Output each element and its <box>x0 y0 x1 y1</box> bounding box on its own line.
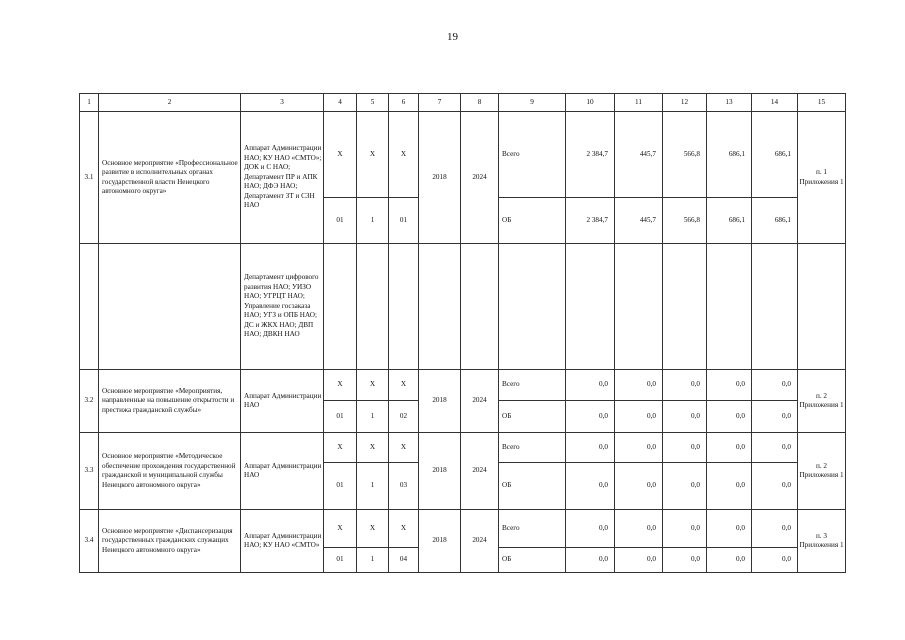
appendix-ref: п. 3 Приложения 1 <box>798 510 846 573</box>
code-cell: 01 <box>324 548 357 573</box>
activity-name: Основное мероприятие «Методическое обеспечение прохождения государственной гражданской и муниципальной службы Ненецкого автономного округа» <box>99 433 241 510</box>
funding-source: ОБ <box>499 198 566 244</box>
value-cell: 0,0 <box>707 370 752 401</box>
value-cell: 0,0 <box>707 548 752 573</box>
value-cell: 0,0 <box>707 433 752 463</box>
funding-source: ОБ <box>499 401 566 433</box>
value-cell: 0,0 <box>707 401 752 433</box>
funding-source: Всего <box>499 370 566 401</box>
executor: Аппарат Администрации НАО; КУ НАО «СМТО» <box>241 510 324 573</box>
code-cell: 01 <box>324 463 357 510</box>
funding-source: Всего <box>499 433 566 463</box>
table-row <box>80 433 846 463</box>
code-cell: 1 <box>357 401 389 433</box>
code-cell: 1 <box>357 198 389 244</box>
funding-source: ОБ <box>499 463 566 510</box>
header-cell: 3 <box>241 94 324 112</box>
value-cell: 0,0 <box>663 433 707 463</box>
code-cell: 04 <box>389 548 419 573</box>
code-cell: Х <box>324 433 357 463</box>
header-cell: 7 <box>419 94 461 112</box>
value-cell: 0,0 <box>615 401 663 433</box>
header-cell: 15 <box>798 94 846 112</box>
value-cell: 0,0 <box>663 370 707 401</box>
appendix-ref: п. 2 Приложения 1 <box>798 370 846 433</box>
value-cell: 0,0 <box>707 510 752 548</box>
header-cell: 8 <box>461 94 499 112</box>
header-cell: 11 <box>615 94 663 112</box>
value-cell: 686,1 <box>752 112 798 198</box>
end-year: 2024 <box>461 510 499 573</box>
value-cell: 0,0 <box>707 463 752 510</box>
activity-name: Основное мероприятие «Профессиональное развитие в исполнительных органах государственной власти Ненецкого автономного округа» <box>99 112 241 244</box>
value-cell: 0,0 <box>615 463 663 510</box>
start-year: 2018 <box>419 112 461 244</box>
value-cell: 0,0 <box>615 433 663 463</box>
activity-name: Основное мероприятие «Диспансеризация государственных гражданских служащих Ненецкого автономного округа» <box>99 510 241 573</box>
code-cell: 02 <box>389 401 419 433</box>
start-year: 2018 <box>419 433 461 510</box>
code-cell: Х <box>324 112 357 198</box>
program-table <box>79 93 846 573</box>
code-cell: 1 <box>357 548 389 573</box>
executor-continued: Департамент цифрового развития НАО; УИЗО НАО; УГРЦТ НАО; Управление госзаказа НАО; УГЗ и ОПБ НАО; ДС и ЖКХ НАО; ДВП НАО; ДВКН НАО <box>241 244 324 370</box>
value-cell: 686,1 <box>707 112 752 198</box>
code-cell: 03 <box>389 463 419 510</box>
page-number: 19 <box>447 31 458 43</box>
header-cell: 2 <box>99 94 241 112</box>
header-cell: 5 <box>357 94 389 112</box>
value-cell: 0,0 <box>566 510 615 548</box>
end-year: 2024 <box>461 112 499 244</box>
header-row <box>80 94 846 112</box>
table-row <box>80 244 846 370</box>
code-cell: Х <box>357 112 389 198</box>
value-cell: 2 384,7 <box>566 198 615 244</box>
value-cell: 2 384,7 <box>566 112 615 198</box>
value-cell: 445,7 <box>615 198 663 244</box>
table-row <box>80 112 846 198</box>
value-cell: 0,0 <box>752 463 798 510</box>
funding-source: Всего <box>499 112 566 198</box>
value-cell: 0,0 <box>566 433 615 463</box>
item-number: 3.1 <box>80 112 99 244</box>
value-cell: 0,0 <box>663 510 707 548</box>
value-cell: 0,0 <box>752 370 798 401</box>
appendix-ref: п. 1 Приложения 1 <box>798 112 846 244</box>
value-cell: 0,0 <box>752 433 798 463</box>
code-cell: Х <box>389 112 419 198</box>
code-cell: Х <box>389 370 419 401</box>
code-cell: Х <box>324 370 357 401</box>
value-cell: 0,0 <box>663 463 707 510</box>
code-cell: 01 <box>389 198 419 244</box>
table-row <box>80 370 846 401</box>
funding-source: Всего <box>499 510 566 548</box>
item-number: 3.3 <box>80 433 99 510</box>
value-cell: 0,0 <box>615 548 663 573</box>
executor: Аппарат Администрации НАО <box>241 370 324 433</box>
value-cell: 0,0 <box>663 401 707 433</box>
code-cell: 01 <box>324 401 357 433</box>
code-cell: Х <box>389 433 419 463</box>
value-cell: 0,0 <box>566 463 615 510</box>
table-row <box>80 510 846 548</box>
header-cell: 10 <box>566 94 615 112</box>
item-number: 3.2 <box>80 370 99 433</box>
start-year: 2018 <box>419 510 461 573</box>
code-cell: Х <box>357 433 389 463</box>
header-cell: 4 <box>324 94 357 112</box>
activity-name: Основное мероприятие «Мероприятия, направленные на повышение открытости и престижа гражданской службы» <box>99 370 241 433</box>
value-cell: 686,1 <box>752 198 798 244</box>
value-cell: 445,7 <box>615 112 663 198</box>
code-cell: 1 <box>357 463 389 510</box>
appendix-ref: п. 2 Приложения 1 <box>798 433 846 510</box>
executor: Аппарат Администрации НАО; КУ НАО «СМТО»; ДОК и С НАО; Департамент ПР и АПК НАО; ДФЭ НАО; Департамент ЗТ и СЗН НАО <box>241 112 324 244</box>
header-cell: 9 <box>499 94 566 112</box>
code-cell: 01 <box>324 198 357 244</box>
value-cell: 0,0 <box>615 370 663 401</box>
item-number: 3.4 <box>80 510 99 573</box>
value-cell: 686,1 <box>707 198 752 244</box>
header-cell: 13 <box>707 94 752 112</box>
value-cell: 0,0 <box>566 548 615 573</box>
header-cell: 1 <box>80 94 99 112</box>
value-cell: 0,0 <box>752 401 798 433</box>
end-year: 2024 <box>461 433 499 510</box>
value-cell: 0,0 <box>615 510 663 548</box>
value-cell: 566,8 <box>663 198 707 244</box>
value-cell: 566,8 <box>663 112 707 198</box>
header-cell: 12 <box>663 94 707 112</box>
value-cell: 0,0 <box>752 548 798 573</box>
code-cell: Х <box>324 510 357 548</box>
code-cell: Х <box>357 370 389 401</box>
end-year: 2024 <box>461 370 499 433</box>
code-cell: Х <box>389 510 419 548</box>
value-cell: 0,0 <box>663 548 707 573</box>
code-cell: Х <box>357 510 389 548</box>
value-cell: 0,0 <box>566 370 615 401</box>
funding-source: ОБ <box>499 548 566 573</box>
value-cell: 0,0 <box>566 401 615 433</box>
header-cell: 14 <box>752 94 798 112</box>
header-cell: 6 <box>389 94 419 112</box>
executor: Аппарат Администрации НАО <box>241 433 324 510</box>
value-cell: 0,0 <box>752 510 798 548</box>
start-year: 2018 <box>419 370 461 433</box>
